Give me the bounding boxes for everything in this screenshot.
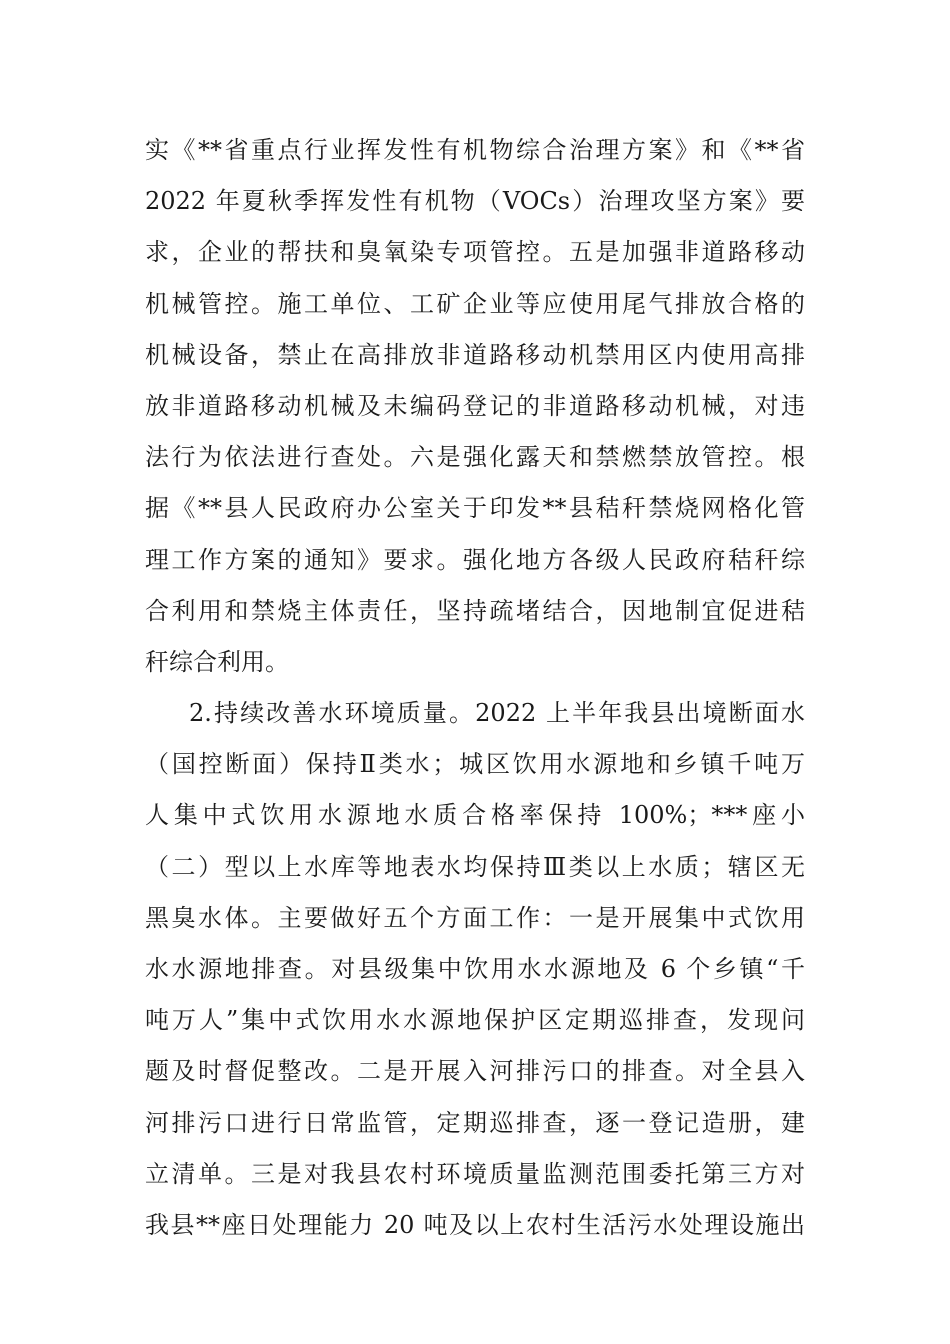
paragraph-2-line: 题及时督促整改。二是开展入河排污口的排查。对全县入 xyxy=(145,1057,805,1086)
paragraph-1-line: 法行为依法进行查处。六是强化露天和禁燃禁放管控。根 xyxy=(145,443,805,472)
paragraph-1-line: 机械管控。施工单位、工矿企业等应使用尾气排放合格的 xyxy=(145,289,805,318)
paragraph-2-line: 吨万人”集中式饮用水水源地保护区定期巡排查，发现问 xyxy=(145,1006,805,1035)
paragraph-2-line: 我县**座日处理能力 20 吨及以上农村生活污水处理设施出 xyxy=(145,1210,805,1239)
paragraph-2-line: （国控断面）保持Ⅱ类水；城区饮用水源地和乡镇千吨万 xyxy=(145,750,805,779)
paragraph-1-line: 2022 年夏秋季挥发性有机物（VOCs）治理攻坚方案》要 xyxy=(145,187,805,216)
paragraph-1 xyxy=(145,125,805,688)
paragraph-1-line: 合利用和禁烧主体责任，坚持疏堵结合，因地制宜促进秸 xyxy=(145,596,805,625)
paragraph-1-line: 理工作方案的通知》要求。强化地方各级人民政府秸秆综 xyxy=(145,545,805,574)
paragraph-2-line: 黑臭水体。主要做好五个方面工作：一是开展集中式饮用 xyxy=(145,903,805,932)
paragraph-2-line: 人集中式饮用水源地水质合格率保持 100%；***座小 xyxy=(145,801,805,830)
paragraph-1-line: 机械设备，禁止在高排放非道路移动机禁用区内使用高排 xyxy=(145,340,805,369)
document-body xyxy=(145,125,805,1251)
paragraph-2-line: 河排污口进行日常监管，定期巡排查，逐一登记造册，建 xyxy=(145,1108,805,1137)
paragraph-2-line: 水水源地排查。对县级集中饮用水水源地及 6 个乡镇“千 xyxy=(145,955,805,983)
paragraph-2-line: 立清单。三是对我县农村环境质量监测范围委托第三方对 xyxy=(145,1159,805,1188)
paragraph-1-line: 放非道路移动机械及未编码登记的非道路移动机械，对违 xyxy=(145,391,805,420)
paragraph-2-line: （二）型以上水库等地表水均保持Ⅲ类以上水质；辖区无 xyxy=(145,852,805,881)
paragraph-2-line: 2.持续改善水环境质量。2022 上半年我县出境断面水 xyxy=(189,699,805,728)
paragraph-1-line: 据《**县人民政府办公室关于印发**县秸秆禁烧网格化管 xyxy=(145,494,805,523)
paragraph-1-line: 实《**省重点行业挥发性有机物综合治理方案》和《**省 xyxy=(145,136,805,164)
paragraph-1-line: 秆综合利用。 xyxy=(145,647,289,676)
paragraph-2 xyxy=(145,688,805,1251)
paragraph-1-line: 求，企业的帮扶和臭氧染专项管控。五是加强非道路移动 xyxy=(145,238,805,267)
